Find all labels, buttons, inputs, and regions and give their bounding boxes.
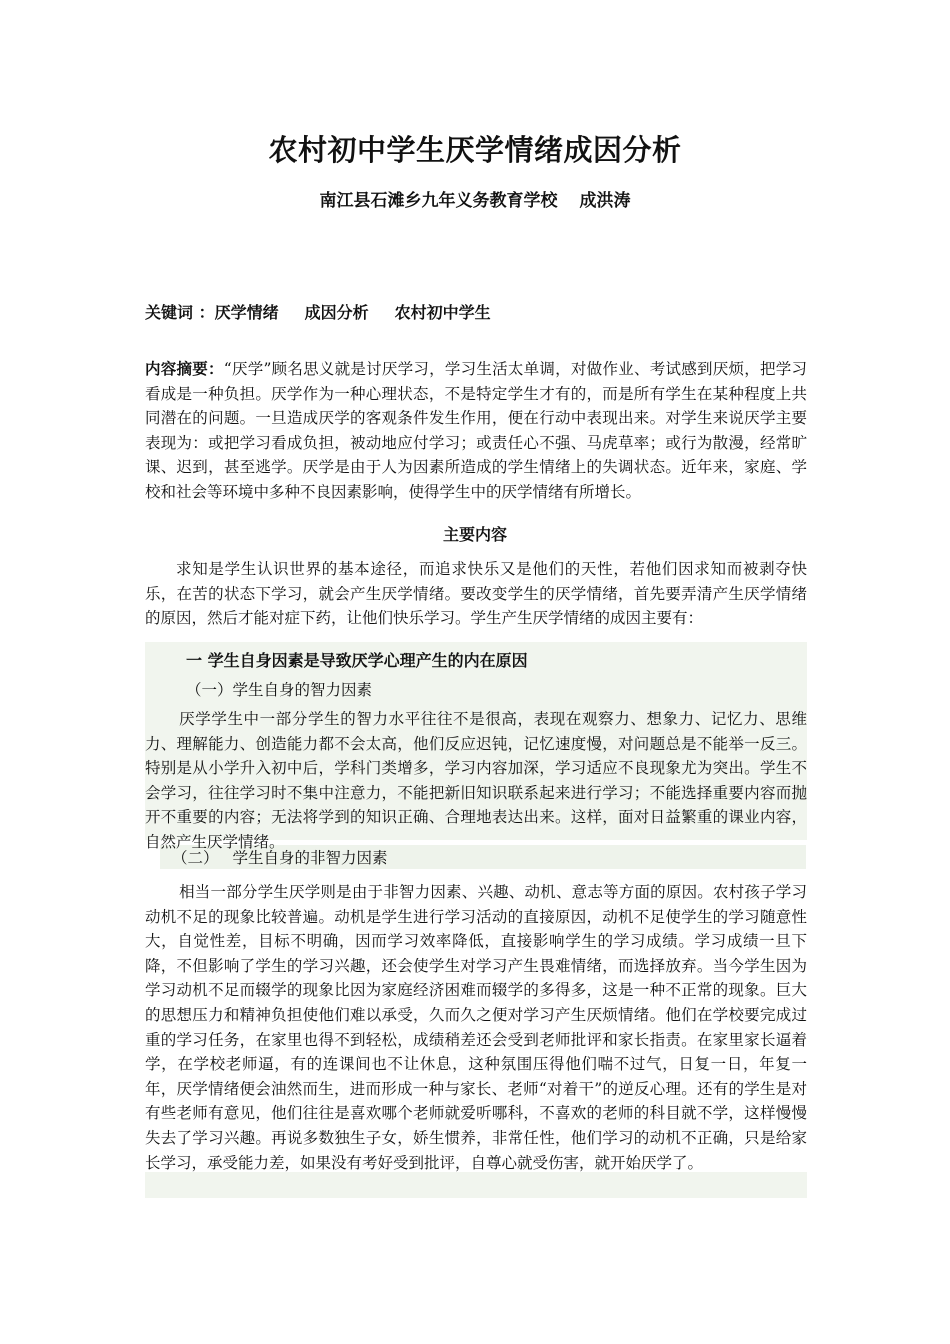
keyword-item: 厌学情绪 [214,303,279,322]
author-line [0,186,950,211]
keywords-line [145,300,517,323]
paragraph-non-intellectual-factors: 相当一部分学生厌学则是由于非智力因素、兴趣、动机、意志等方面的原因。农村孩子学习动机不足的现象比较普遍。动机是学生进行学习活动的直接原因，动机不足使学生的学习随意性大，自觉性差，目标不明确，因而学习效率降低，直接影响学生的学习成绩。学习成绩一旦下降，不但影响了学生的学习兴趣，还会使学生对学习产生畏难情绪，而选择放弃。当今学生因为学习动机不足而辍学的现象比因为家庭经济困难而辍学的多得多，这是一种不正常的现象。巨大的思想压力和精神负担使他们难以承受，久而久之便对学习产生厌烦情绪。他们在学校要完成过重的学习任务，在家里也得不到轻松，成绩稍差还会受到老师批评和家长指责。在家里家长逼着学，在学校老师逼，有的连课间也不让休息，这种氛围压得他们喘不过气，日复一日，年复一年，厌学情绪便会油然而生，进而形成一种与家长、老师“对着干”的逆反心理。还有的学生是对有些老师有意见，他们往往是喜欢哪个老师就爱听哪科，不喜欢的老师的科目就不学，这样慢慢失去了学习兴趣。再说多数独生子女，娇生惯养，非常任性，他们学习的动机不正确，只是给家长学习，承受能力差，如果没有考好受到批评，自尊心就受伤害，就开始厌学了。 [145,883,807,1172]
intro-paragraph: 求知是学生认识世界的基本途径，而追求快乐又是他们的天性，若他们因求知而被剥夺快乐，在苦的状态下学习，就会产生厌学情绪。要改变学生的厌学情绪，首先要弄清产生厌学情绪的原因，然后才能对症下药，让他们快乐学习。学生产生厌学情绪的成因主要有： [145,560,807,628]
paragraph-intellectual-factors: 厌学学生中一部分学生的智力水平往往不是很高，表现在观察力、想象力、记忆力、思维力、理解能力、创造能力都不会太高，他们反应迟钝，记忆速度慢，对问题总是不能举一反三。特别是从小学升入初中后，学科门类增多，学习内容加深，学习适应不良现象尤为突出。学生不会学习，往往学习时不集中注意力，不能把新旧知识联系起来进行学习；不能选择重要内容而抛开不重要的内容；无法将学到的知识正确、合理地表达出来。这样，面对日益繁重的课业内容，自然产生厌学情绪。 [145,710,807,851]
subsection-title: 学生自身的非智力因素 [232,849,388,867]
author-organization: 南江县石滩乡九年义务教育学校 [319,191,558,211]
author-name: 成洪涛 [579,191,631,211]
document-title: 农村初中学生厌学情绪成因分析 [268,133,682,167]
abstract-label: 内容摘要： [145,359,224,378]
section-heading-1: 一 学生自身因素是导致厌学心理产生的内在原因 [186,651,528,670]
subsection-heading-2 [172,846,388,868]
keyword-item: 农村初中学生 [394,303,491,322]
main-content-heading: 主要内容 [442,525,507,544]
keywords-label: 关键词 ： [145,303,215,322]
subsection-heading-1: （一）学生自身的智力因素 [186,681,373,699]
keyword-item: 成因分析 [304,303,369,322]
subsection-number: （二） [172,849,219,867]
abstract-paragraph [145,357,807,505]
shaded-block-bottom [145,1172,807,1198]
abstract-text: “厌学”顾名思义就是讨厌学习，学习生活太单调，对做作业、考试感到厌烦，把学习看成是一种负担。厌学作为一种心理状态，不是特定学生才有的，而是所有学生在某种程度上共同潜在的问题。一旦造成厌学的客观条件发生作用，便在行动中表现出来。对学生来说厌学主要表现为：或把学习看成负担，被动地应付学习；或责任心不强、马虎草率；或行为散漫，经常旷课、迟到，甚至逃学。厌学是由于人为因素所造成的学生情绪上的失调状态。近年来，家庭、学校和社会等环境中多种不良因素影响，使得学生中的厌学情绪有所增长。 [145,360,807,501]
